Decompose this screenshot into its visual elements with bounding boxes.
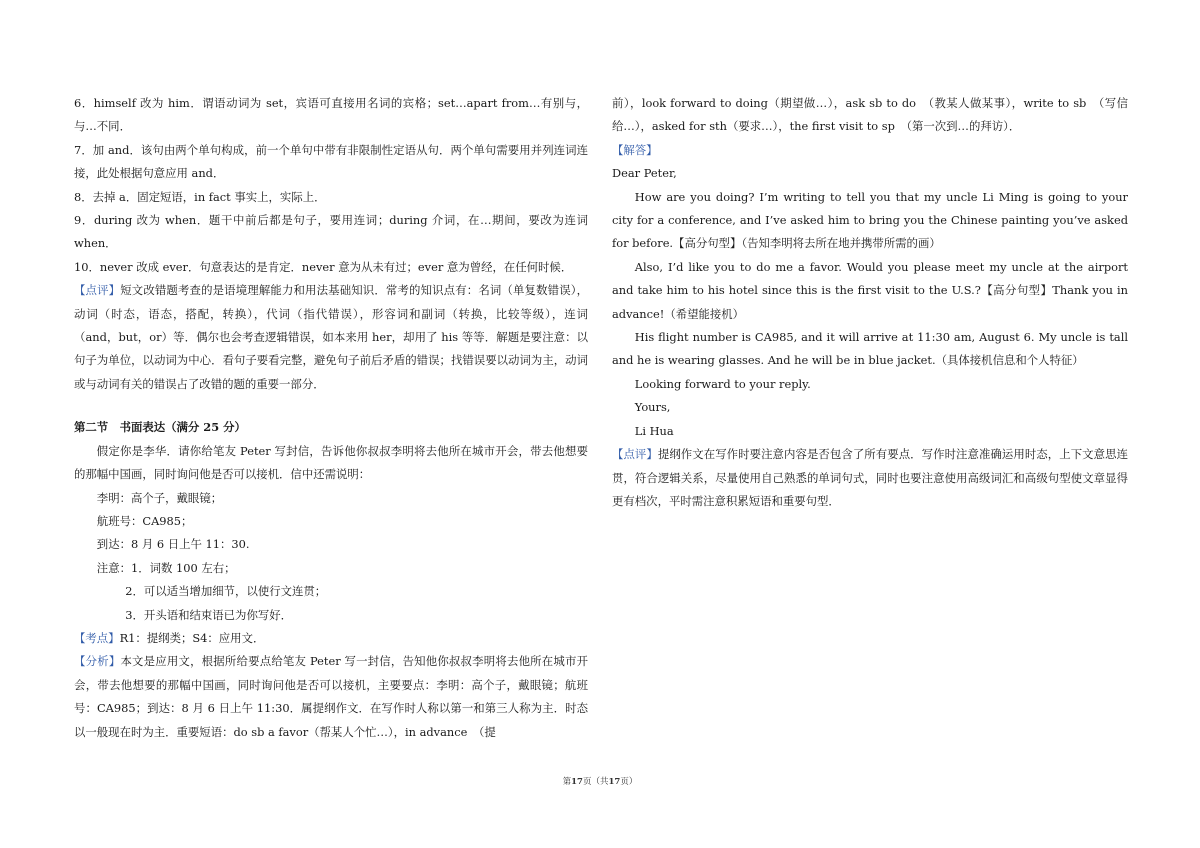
kaodian-text: R1：提纲类；S4：应用文． [119,630,265,645]
info-arrival: 到达：8 月 6 日上午 11：30. [96,537,250,552]
answer-item-10: 10．never 改成 ever．句意表达的是肯定．never 意为从未有过；ever 意为曾经，在任何时候． [74,259,573,274]
kaodian-paragraph [74,627,588,650]
comment2-text: 提纲作文在写作时要注意内容是否包含了所有要点．写作时注意准确运用时态，上下文意思连贯，符合逻辑关系，尽量使用自己熟悉的单词句式，同时也要注意使用高级词汇和高级句型使文章显得更有档次，平时需注意积累短语和重要句型． [612,447,1128,508]
comment-tag: 【点评】 [74,283,121,298]
analysis-text: 本文是应用文，根据所给要点给笔友 Peter 写一封信，告知他你叔叔李明将去他所在城市开会，带去他想要的那幅中国画，同时询问他是否可以接机，主要要点：李明：高个子，戴眼镜；航班号：CA985；到达：8 月 6 日上午 11:30．属提纲作文．在写作时人称以第一和第三人称为主．时态以一般现在时为主．重要短语：do sb a favor（帮某人个忙…），in advance （提 [74,654,588,739]
kaodian-tag: 【考点】 [74,630,120,645]
footer-middle: 页（共 [582,777,609,787]
answer-item-9: 9．during 改为 when．题干中前后都是句子，要用连词；during 介词，在…期间，要改为连词 when． [74,213,588,251]
answer-item-7: 7．加 and．该句由两个单句构成，前一个单句中带有非限制性定语从句．两个单句需要用并列连词连接，此处根据句意应用 and． [74,142,588,181]
info-flight: 航班号：CA985； [96,513,193,528]
answer-item-8: 8．去掉 a．固定短语，in fact 事实上，实际上． [74,189,326,204]
note-3: 3．开头语和结束语已为你写好． [125,607,293,622]
writing-prompt: 假定你是李华．请你给笔友 Peter 写封信，告诉他你叔叔李明将去他所在城市开会，带去他想要的那幅中国画，同时询问他是否可以接机．信中还需说明： [74,443,588,482]
footer-total-pages: 17 [608,777,621,787]
section-title: 第二节 书面表达（满分 25 分） [74,420,246,435]
footer-prefix: 第 [562,777,572,787]
note-2: 2．可以适当增加细节，以使行文连贯； [125,584,327,599]
answer-item-6: 6．himself 改为 him．谓语动词为 set，宾语可直接用名词的宾格；set…apart from…有别与，与…不同． [74,96,588,134]
analysis-tag: 【分析】 [74,654,121,669]
comment-paragraph [74,279,588,396]
comment2-paragraph [612,443,1128,513]
letter-paragraph-2: Also, I’d like you to do me a favor. Would you please meet my uncle at the airport and take him to his hotel since this is the first visit to the U.S.?【高分句型】Thank you in advance!（希望能接机） [612,259,1128,321]
page-footer [0,775,1200,787]
footer-page-number: 17 [571,777,583,787]
letter-paragraph-4: Looking forward to your reply. [634,376,811,391]
left-column [74,92,588,744]
analysis-paragraph [74,650,588,744]
answer-tag: 【解答】 [612,142,658,157]
footer-suffix: 页） [620,777,638,787]
letter-closing: Yours, [634,400,671,415]
letter-greeting: Dear Peter, [612,166,677,181]
comment2-tag: 【点评】 [612,447,658,462]
note-1: 注意：1．词数 100 左右； [96,560,236,575]
letter-paragraph-1: How are you doing? I’m writing to tell you that my uncle Li Ming is going to your city for a conference, and I’ve asked him to bring you the Chinese painting you’ve asked for before.【高分句型】（告知李明将去所在地并携带所需的画） [612,189,1128,251]
letter-signature: Li Hua [634,423,674,438]
info-uncle: 李明：高个子，戴眼镜； [96,490,223,505]
analysis-continued: 前），look forward to doing（期望做…），ask sb to do （教某人做某事），write to sb （写信给…），asked for sth（要求…），the first visit to sp （第一次到…的拜访）． [612,96,1128,134]
right-column [612,92,1128,513]
comment-text: 短文改错题考查的是语境理解能力和用法基础知识．常考的知识点有：名词（单复数错误），动词（时态，语态，搭配，转换），代词（指代错误），形容词和副词（转换，比较等级），连词（and，but，or）等．偶尔也会考查逻辑错误，如本来用 her，却用了 his 等等．解题是要注意：以句子为单位，以动词为中心．看句子要看完整，避免句子前后矛盾的错误；找错误要以动词为主，动词或与动词有关的错误占了改错的题的重要一部分． [74,283,588,391]
letter-paragraph-3: His flight number is CA985, and it will arrive at 11:30 am, August 6. My uncle is tall and he is wearing glasses. And he will be in blue jacket.（具体接机信息和个人特征） [612,330,1128,368]
